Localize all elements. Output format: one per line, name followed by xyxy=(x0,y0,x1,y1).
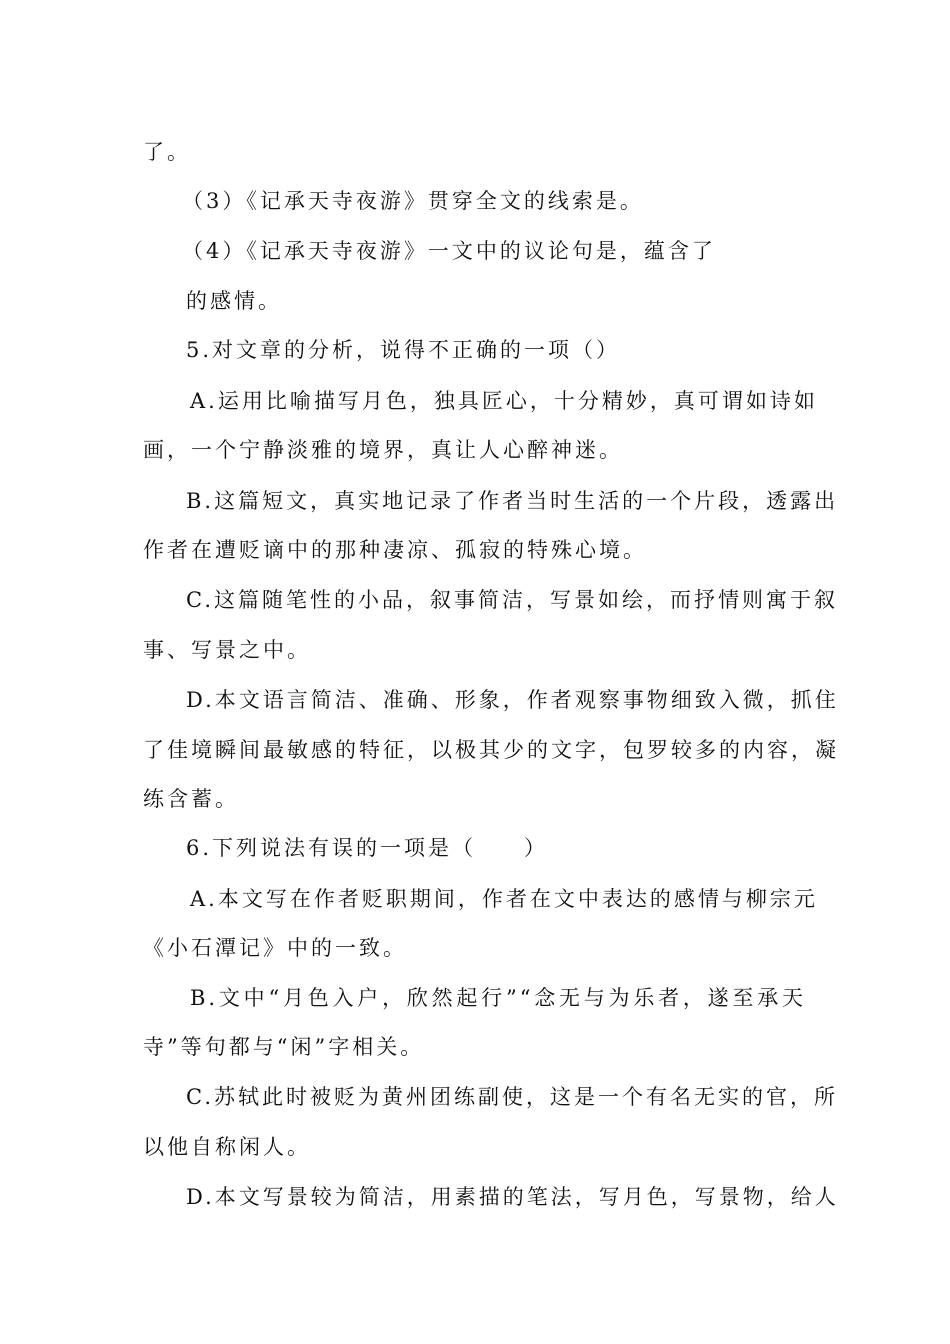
option-6c-line-2: 以他自称闲人。 xyxy=(143,1135,311,1159)
option-5d-line-3: 练含蓄。 xyxy=(143,787,239,811)
option-6d-line-1: D.本文写景较为简洁，用素描的笔法，写月色，写景物，给人 xyxy=(186,1185,839,1209)
option-6b-line-2: 寺”等句都与“闲”字相关。 xyxy=(143,1035,425,1059)
option-5a-line-2: 画，一个宁静淡雅的境界，真让人心醉神迷。 xyxy=(143,438,623,462)
option-5b-line-2: 作者在遭贬谪中的那种凄凉、孤寂的特殊心境。 xyxy=(143,538,647,562)
option-5a-line-1: A.运用比喻描写月色，独具匠心，十分精妙，真可谓如诗如 xyxy=(190,389,818,413)
option-5d-line-1: D.本文语言简洁、准确、形象，作者观察事物细致入微，抓住 xyxy=(186,688,839,712)
option-5c-line-2: 事、写景之中。 xyxy=(143,638,311,662)
option-6b-line-1: B.文中“月色入户，欣然起行”“念无与为乐者，遂至承天 xyxy=(190,986,806,1010)
question-4-continuation: 的感情。 xyxy=(186,289,282,313)
question-5-stem: 5.对文章的分析，说得不正确的一项（） xyxy=(186,338,621,362)
text-line-1: 了。 xyxy=(143,140,191,164)
option-5c-line-1: C.这篇随笔性的小品，叙事简洁，写景如绘，而抒情则寓于叙 xyxy=(186,588,838,612)
question-6-stem: 6.下列说法有误的一项是（ ） xyxy=(186,836,549,860)
question-4-line: （4）《记承天寺夜游》一文中的议论句是，蕴含了 xyxy=(182,239,716,263)
option-6a-line-1: A.本文写在作者贬职期间，作者在文中表达的感情与柳宗元 xyxy=(190,887,818,911)
option-5b-line-1: B.这篇短文，真实地记录了作者当时生活的一个片段，透露出 xyxy=(186,489,839,513)
question-3-line: （3）《记承天寺夜游》贯穿全文的线索是。 xyxy=(182,189,644,213)
option-5d-line-2: 了佳境瞬间最敏感的特征，以极其少的文字，包罗较多的内容，凝 xyxy=(143,738,839,762)
option-6a-line-2: 《小石潭记》中的一致。 xyxy=(143,936,407,960)
option-6c-line-1: C.苏轼此时被贬为黄州团练副使，这是一个有名无实的官，所 xyxy=(186,1085,838,1109)
